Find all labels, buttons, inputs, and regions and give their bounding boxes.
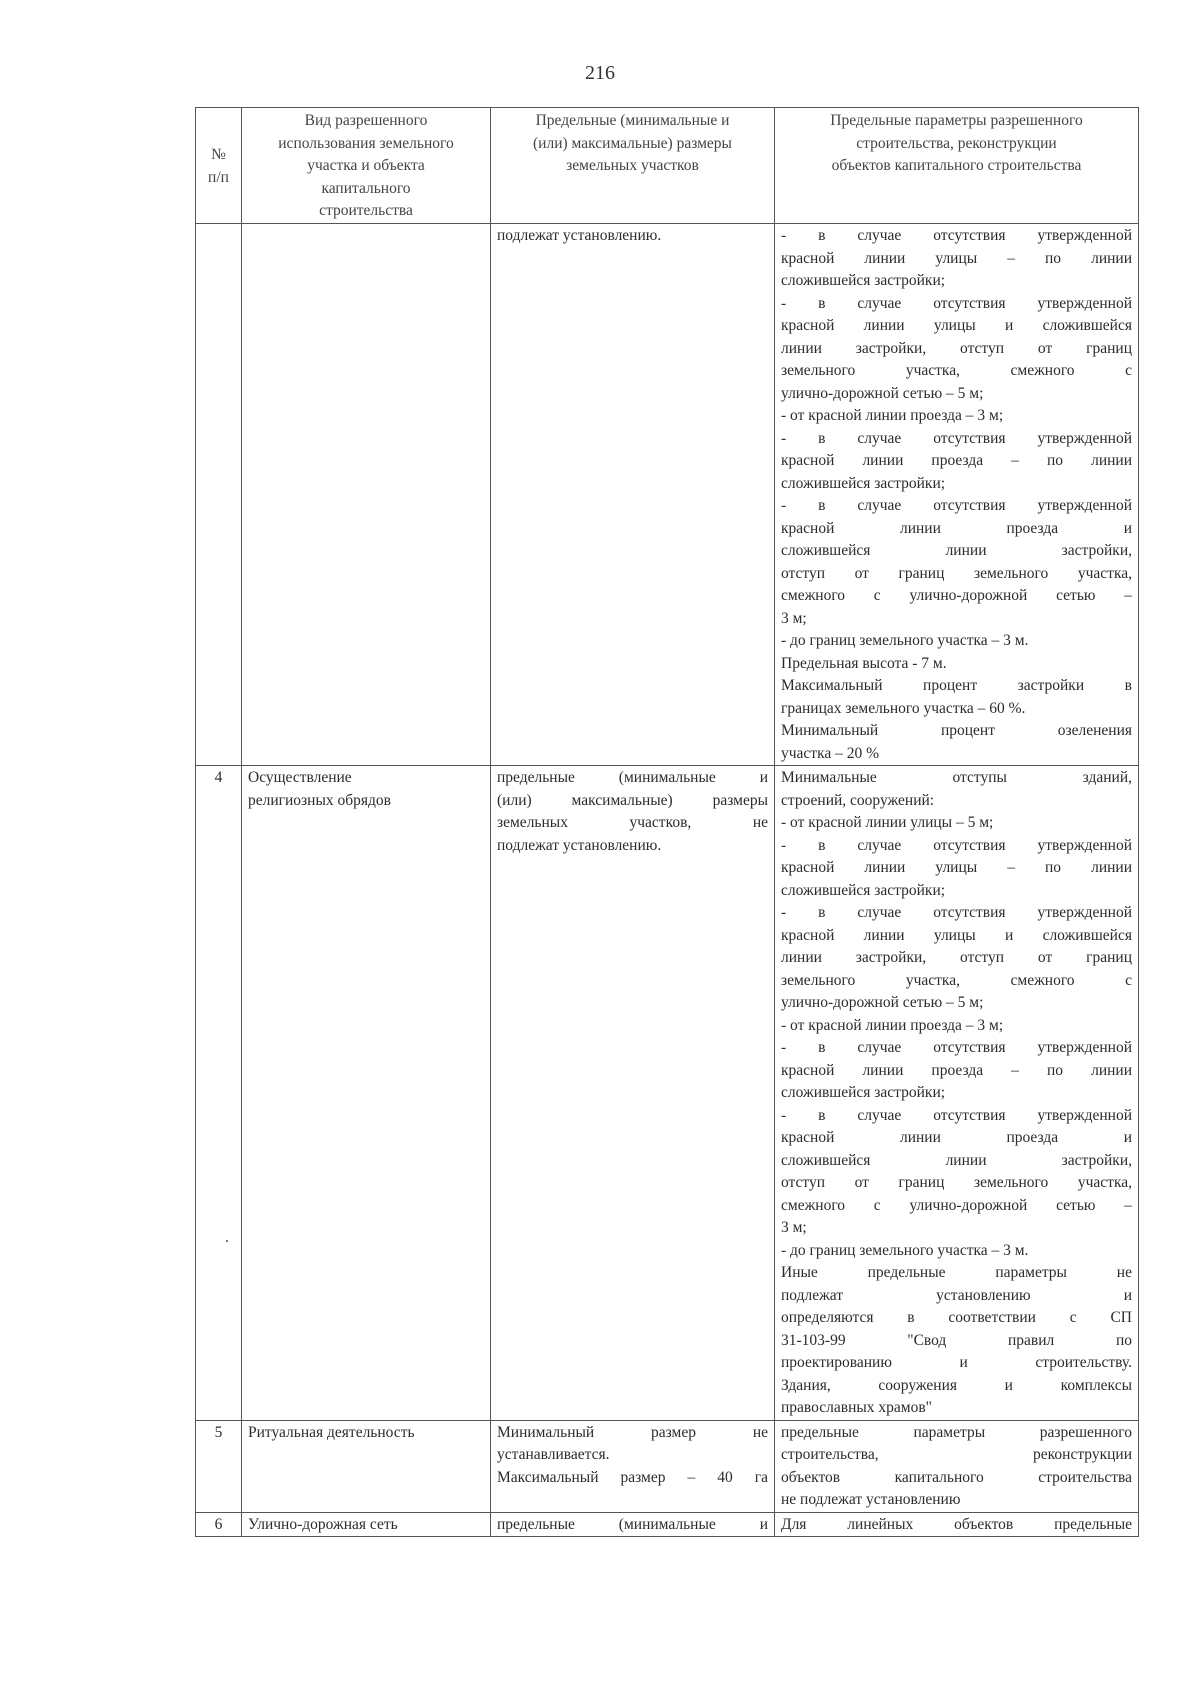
land-use-table bbox=[195, 107, 1139, 1537]
row-params bbox=[775, 1420, 1139, 1512]
row-params-line: проектированию и строительству. bbox=[781, 1354, 1132, 1371]
row-size-line: подлежат установлению. bbox=[497, 227, 662, 244]
row-params-line: смежного с улично-дорожной сетью – bbox=[781, 587, 1132, 604]
row-params-line: границах земельного участка – 60 %. bbox=[781, 699, 1026, 717]
row-params-line: Минимальный процент озеленения bbox=[781, 722, 1132, 739]
row-params-line: - в случае отсутствия утвержденной bbox=[781, 1039, 1132, 1056]
row-params-line: сложившейся застройки; bbox=[781, 1084, 946, 1101]
row-params-line: линии застройки, отступ от границ bbox=[781, 339, 1132, 357]
row-params-line: 31-103-99 "Свод правил по bbox=[781, 1331, 1132, 1349]
row-use-line: религиозных обрядов bbox=[248, 791, 391, 809]
row-params-line: Здания, сооружения и комплексы bbox=[781, 1376, 1132, 1394]
row-use bbox=[242, 1512, 491, 1537]
row-params-line: - в случае отсутствия утвержденной bbox=[781, 836, 1132, 854]
row-params-line: улично-дорожной сетью – 5 м; bbox=[781, 994, 984, 1011]
row-size-line: предельные (минимальные и bbox=[497, 769, 768, 786]
header-num-line: п/п bbox=[208, 168, 229, 186]
header-size-line: (или) максимальные) размеры bbox=[533, 134, 732, 152]
row-params-line: сложившейся линии застройки, bbox=[781, 1151, 1132, 1169]
row-params-line: Предельная высота - 7 м. bbox=[781, 654, 947, 672]
row-num: 5 bbox=[196, 1420, 242, 1512]
row-params bbox=[775, 1512, 1139, 1537]
row-use-line: Осуществление bbox=[248, 769, 352, 786]
row-use bbox=[242, 766, 491, 1421]
row-size bbox=[491, 1420, 775, 1512]
row-params-line: православных храмов" bbox=[781, 1399, 933, 1416]
header-params-line: строительства, реконструкции bbox=[856, 134, 1057, 152]
row-params-line: отступ от границ земельного участка, bbox=[781, 564, 1132, 582]
header-num bbox=[196, 108, 242, 224]
row-params-line: не подлежат установлению bbox=[781, 1491, 961, 1508]
header-use-line: использования земельного bbox=[278, 134, 454, 152]
row-num: 4 bbox=[196, 766, 242, 1421]
row-params-line: красной линии проезда и bbox=[781, 519, 1132, 537]
row-params-line: сложившейся застройки; bbox=[781, 881, 946, 899]
header-params-line: объектов капитального строительства bbox=[831, 157, 1082, 174]
header-params-line: Предельные параметры разрешенного bbox=[830, 112, 1083, 129]
header-size-line: Предельные (минимальные и bbox=[535, 112, 730, 129]
table-row bbox=[196, 1420, 1139, 1512]
row-size bbox=[491, 224, 775, 766]
row-num bbox=[196, 224, 242, 766]
row-params-line: объектов капитального строительства bbox=[781, 1468, 1132, 1486]
row-params bbox=[775, 766, 1139, 1421]
row-use bbox=[242, 1420, 491, 1512]
page-number: 216 bbox=[585, 62, 615, 84]
table-row bbox=[196, 1512, 1139, 1537]
row-size bbox=[491, 766, 775, 1421]
row-size-line: земельных участков, не bbox=[497, 814, 768, 831]
header-size bbox=[491, 108, 775, 224]
row-params-line: красной линии улицы и сложившейся bbox=[781, 317, 1132, 334]
row-size-line: Максимальный размер – 40 га bbox=[497, 1468, 768, 1486]
row-params-line: Максимальный процент застройки в bbox=[781, 677, 1132, 694]
row-params-line: сложившейся застройки; bbox=[781, 474, 946, 492]
row-params-line: красной линии проезда – по линии bbox=[781, 452, 1132, 469]
row-use-line: Улично-дорожная сеть bbox=[248, 1515, 398, 1533]
row-params-line: подлежат установлению и bbox=[781, 1286, 1132, 1304]
row-params-line: - от красной линии проезда – 3 м; bbox=[781, 1016, 1004, 1034]
row-num: 6 bbox=[196, 1512, 242, 1537]
table-row bbox=[196, 224, 1139, 766]
row-params-line: 3 м; bbox=[781, 1219, 807, 1236]
row-size bbox=[491, 1512, 775, 1537]
row-params-line: - в случае отсутствия утвержденной bbox=[781, 1106, 1132, 1124]
row-params-line: - от красной линии улицы – 5 м; bbox=[781, 814, 994, 831]
row-size-line: (или) максимальные) размеры bbox=[497, 791, 768, 809]
row-params-line: красной линии проезда – по линии bbox=[781, 1061, 1132, 1079]
row-params-line: участка – 20 % bbox=[781, 744, 880, 762]
row-use bbox=[242, 224, 491, 766]
row-params-line: - в случае отсутствия утвержденной bbox=[781, 429, 1132, 447]
row-params-line: - в случае отсутствия утвержденной bbox=[781, 497, 1132, 514]
row-params-line: - в случае отсутствия утвержденной bbox=[781, 227, 1132, 244]
scan-speck bbox=[226, 1240, 228, 1242]
header-use-line: участка и объекта bbox=[307, 157, 425, 174]
table-row bbox=[196, 766, 1139, 1421]
row-params bbox=[775, 224, 1139, 766]
row-params-line: сложившейся застройки; bbox=[781, 272, 946, 289]
row-params-line: строений, сооружений: bbox=[781, 791, 935, 809]
row-params-line: - в случае отсутствия утвержденной bbox=[781, 294, 1132, 312]
row-params-line: - до границ земельного участка – 3 м. bbox=[781, 1241, 1029, 1259]
row-params-line: предельные параметры разрешенного bbox=[781, 1423, 1132, 1441]
header-use bbox=[242, 108, 491, 224]
row-use-line: Ритуальная деятельность bbox=[248, 1423, 415, 1441]
row-params-line: - в случае отсутствия утвержденной bbox=[781, 904, 1132, 921]
row-params-line: красной линии улицы и сложившейся bbox=[781, 926, 1132, 944]
row-size-line: устанавливается. bbox=[497, 1446, 610, 1463]
row-params-line: отступ от границ земельного участка, bbox=[781, 1174, 1132, 1191]
header-params bbox=[775, 108, 1139, 224]
row-params-line: - от красной линии проезда – 3 м; bbox=[781, 407, 1004, 424]
row-params-line: 3 м; bbox=[781, 609, 807, 627]
row-params-line: сложившейся линии застройки, bbox=[781, 542, 1132, 559]
row-params-line: строительства, реконструкции bbox=[781, 1446, 1132, 1463]
table-header-row bbox=[196, 108, 1139, 224]
header-use-line: капитального bbox=[321, 179, 411, 197]
row-params-line: Минимальные отступы зданий, bbox=[781, 769, 1132, 786]
row-params-line: улично-дорожной сетью – 5 м; bbox=[781, 384, 984, 402]
row-size-line: предельные (минимальные и bbox=[497, 1515, 768, 1533]
row-size-line: Минимальный размер не bbox=[497, 1423, 768, 1441]
row-params-line: Для линейных объектов предельные bbox=[781, 1515, 1132, 1533]
row-params-line: красной линии улицы – по линии bbox=[781, 249, 1132, 267]
row-params-line: Иные предельные параметры не bbox=[781, 1264, 1132, 1281]
row-size-line: подлежат установлению. bbox=[497, 836, 662, 854]
row-params-line: - до границ земельного участка – 3 м. bbox=[781, 632, 1029, 649]
row-params-line: смежного с улично-дорожной сетью – bbox=[781, 1196, 1132, 1214]
row-params-line: красной линии улицы – по линии bbox=[781, 859, 1132, 876]
header-use-line: Вид разрешенного bbox=[304, 112, 428, 129]
header-size-line: земельных участков bbox=[566, 157, 699, 174]
row-params-line: земельного участка, смежного с bbox=[781, 362, 1132, 379]
row-params-line: земельного участка, смежного с bbox=[781, 971, 1132, 989]
row-params-line: линии застройки, отступ от границ bbox=[781, 949, 1132, 966]
row-params-line: определяются в соответствии с СП bbox=[781, 1309, 1132, 1326]
header-use-line: строительства bbox=[319, 202, 413, 219]
row-params-line: красной линии проезда и bbox=[781, 1129, 1132, 1146]
header-num-line: № bbox=[211, 146, 226, 163]
